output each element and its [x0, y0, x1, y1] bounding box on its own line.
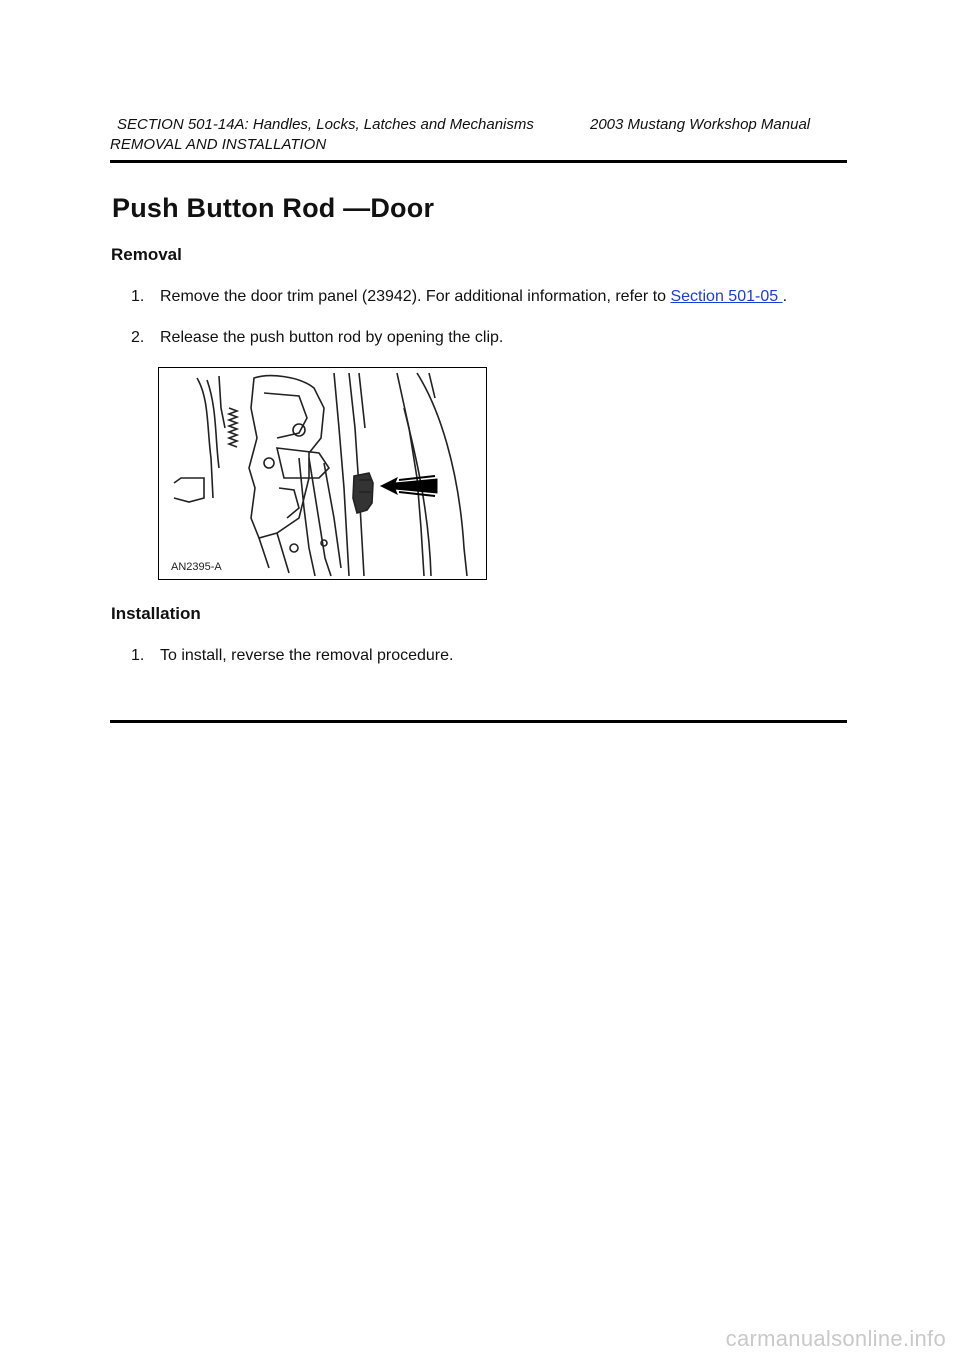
watermark: carmanualsonline.info [725, 1326, 946, 1351]
header-section-title: SECTION 501-14A: Handles, Locks, Latches and Mechanisms [117, 116, 534, 133]
installation-step-1 [131, 647, 453, 665]
step-text: Remove the door trim panel (23942). For additional information, refer to [160, 288, 671, 305]
removal-heading: Removal [111, 245, 182, 264]
installation-heading: Installation [111, 604, 201, 623]
step-text: Release the push button rod by opening the clip. [160, 329, 504, 346]
figure-push-button-rod [158, 367, 487, 580]
removal-step-1 [131, 288, 787, 306]
header-rule [110, 160, 847, 163]
figure-label: AN2395-A [171, 561, 222, 573]
step-text-end: . [782, 288, 788, 305]
step-number: 1. [131, 288, 145, 305]
pointer-arrow [381, 476, 437, 496]
header-manual-title: 2003 Mustang Workshop Manual [590, 116, 811, 133]
step-number: 2. [131, 329, 145, 346]
removal-step-2 [131, 329, 503, 347]
header-subsection: REMOVAL AND INSTALLATION [110, 136, 327, 153]
page-title: Push Button Rod —Door [112, 193, 435, 223]
footer-rule [110, 720, 847, 723]
door-latch-illustration [159, 368, 486, 579]
section-501-05-link[interactable]: Section 501-05 [670, 288, 783, 305]
step-number: 1. [131, 647, 145, 664]
step-text: To install, reverse the removal procedure. [160, 647, 454, 664]
